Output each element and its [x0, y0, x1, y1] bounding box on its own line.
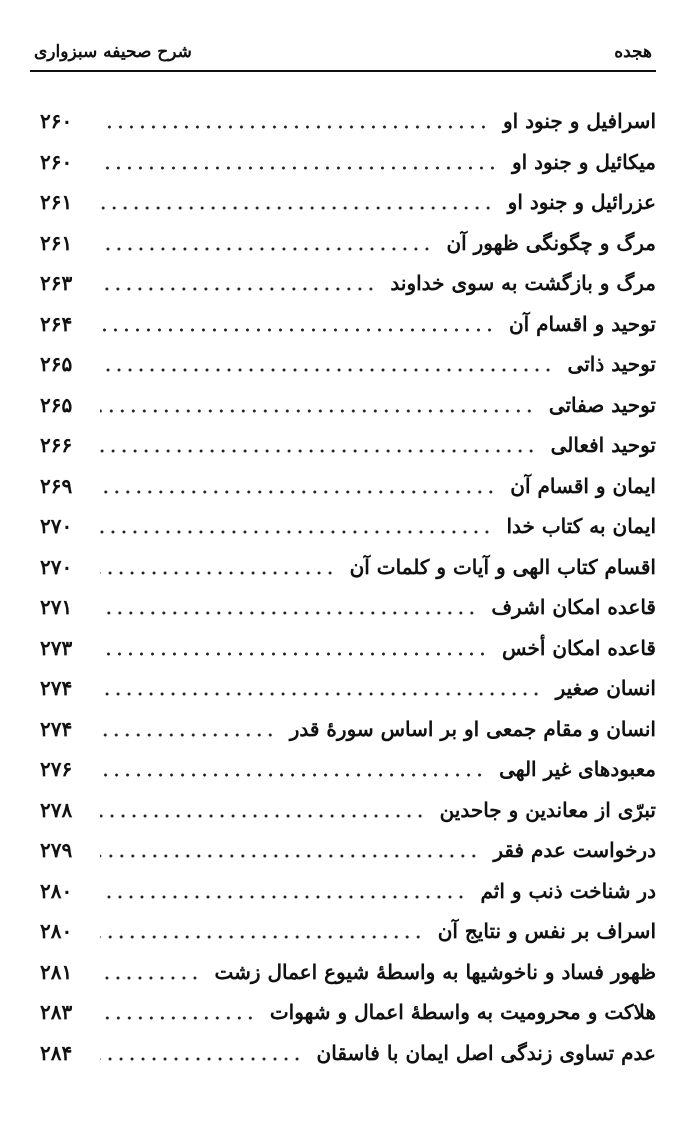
dot-leader [100, 921, 424, 941]
table-of-contents [40, 101, 656, 1073]
toc-entry-page: ۲۶۰ [40, 109, 73, 134]
toc-entry-page: ۲۶۵ [40, 392, 73, 417]
toc-entry-page: ۲۸۱ [40, 959, 73, 984]
toc-row [40, 263, 656, 304]
toc-entry-title: ایمان و اقسام آن [510, 473, 656, 498]
dot-leader [100, 233, 432, 253]
toc-row [40, 952, 656, 993]
toc-entry-title: عدم تساوی زندگی اصل ایمان با فاسقان [316, 1040, 656, 1065]
dot-leader [100, 800, 426, 820]
toc-entry-page: ۲۷۶ [40, 757, 73, 782]
toc-entry-title: توحید و اقسام آن [508, 311, 656, 336]
toc-entry-title: ظهور فساد و ناخوشیها به واسطهٔ شیوع اعمال زشت [214, 959, 656, 984]
toc-entry-title: قاعده امکان اشرف [491, 595, 656, 620]
toc-entry-title: در شناخت ذنب و اثم [480, 878, 656, 903]
toc-row [40, 182, 656, 223]
dot-leader [100, 435, 537, 455]
toc-row [40, 223, 656, 264]
toc-entry-title: قاعده امکان أخس [501, 635, 656, 660]
toc-entry-title: هلاکت و محرومیت به واسطهٔ اعمال و شهوات [269, 1000, 656, 1025]
toc-row [40, 547, 656, 588]
toc-entry-page: ۲۷۳ [40, 635, 73, 660]
dot-leader [100, 597, 477, 617]
dot-leader [100, 273, 376, 293]
toc-entry-title: انسان و مقام جمعی او بر اساس سورهٔ قدر [289, 716, 656, 741]
toc-row [40, 385, 656, 426]
toc-entry-page: ۲۷۸ [40, 797, 73, 822]
toc-row [40, 304, 656, 345]
toc-entry-title: توحید افعالی [550, 433, 656, 458]
toc-row [40, 425, 656, 466]
toc-row [40, 506, 656, 547]
toc-row [40, 992, 656, 1033]
toc-row [40, 668, 656, 709]
dot-leader [100, 759, 485, 779]
toc-row [40, 101, 656, 142]
toc-entry-page: ۲۶۰ [40, 149, 73, 174]
toc-entry-page: ۲۸۴ [40, 1040, 73, 1065]
dot-leader [100, 840, 479, 860]
toc-entry-page: ۲۷۴ [40, 676, 73, 701]
toc-row [40, 628, 656, 669]
toc-entry-page: ۲۶۵ [40, 352, 73, 377]
dot-leader [100, 962, 200, 982]
toc-entry-page: ۲۸۳ [40, 1000, 73, 1025]
dot-leader [100, 638, 488, 658]
toc-row [40, 344, 656, 385]
toc-entry-title: درخواست عدم فقر [493, 838, 656, 863]
toc-entry-page: ۲۸۰ [40, 919, 73, 944]
toc-row [40, 587, 656, 628]
dot-leader [100, 152, 498, 172]
page-number-label: هجده [614, 42, 652, 62]
toc-entry-title: اقسام کتاب الهی و آیات و کلمات آن [349, 554, 656, 579]
toc-entry-title: معبودهای غیر الهی [499, 757, 656, 782]
toc-entry-page: ۲۶۱ [40, 190, 73, 215]
dot-leader [100, 516, 492, 536]
toc-entry-page: ۲۷۱ [40, 595, 73, 620]
toc-entry-title: اسراف بر نفس و نتایج آن [437, 919, 656, 944]
toc-entry-title: مرگ و چگونگی ظهور آن [446, 230, 656, 255]
dot-leader [100, 719, 276, 739]
toc-entry-title: توحید ذاتی [567, 352, 656, 377]
dot-leader [100, 881, 466, 901]
toc-entry-page: ۲۶۴ [40, 311, 73, 336]
dot-leader [100, 678, 542, 698]
toc-row [40, 790, 656, 831]
toc-entry-title: میکائیل و جنود او [511, 149, 656, 174]
toc-row [40, 911, 656, 952]
toc-row [40, 709, 656, 750]
toc-row [40, 1033, 656, 1074]
dot-leader [100, 1043, 303, 1063]
toc-entry-page: ۲۷۹ [40, 838, 73, 863]
toc-entry-page: ۲۸۰ [40, 878, 73, 903]
toc-row [40, 871, 656, 912]
dot-leader [100, 557, 336, 577]
toc-entry-page: ۲۷۴ [40, 716, 73, 741]
toc-entry-page: ۲۶۱ [40, 230, 73, 255]
dot-leader [100, 111, 489, 131]
toc-row [40, 749, 656, 790]
dot-leader [100, 476, 496, 496]
toc-entry-page: ۲۷۰ [40, 554, 73, 579]
toc-entry-page: ۲۷۰ [40, 514, 73, 539]
toc-entry-title: انسان صغیر [555, 676, 656, 701]
toc-row [40, 830, 656, 871]
toc-entry-title: اسرافیل و جنود او [502, 109, 656, 134]
dot-leader [100, 395, 535, 415]
toc-entry-title: ایمان به کتاب خدا [506, 514, 656, 539]
dot-leader [100, 1002, 256, 1022]
toc-entry-page: ۲۶۶ [40, 433, 73, 458]
toc-entry-title: عزرائیل و جنود او [507, 190, 656, 215]
running-header [30, 36, 656, 72]
dot-leader [100, 354, 554, 374]
toc-row [40, 142, 656, 183]
dot-leader [100, 314, 495, 334]
toc-row [40, 466, 656, 507]
toc-entry-page: ۲۶۳ [40, 271, 73, 296]
book-title: شرح صحیفه سبزواری [34, 42, 192, 62]
dot-leader [100, 192, 494, 212]
toc-entry-title: مرگ و بازگشت به سوی خداوند [390, 271, 656, 296]
toc-entry-page: ۲۶۹ [40, 473, 73, 498]
toc-entry-title: توحید صفاتی [548, 392, 656, 417]
toc-entry-title: تبرّی از معاندین و جاحدین [439, 797, 656, 822]
